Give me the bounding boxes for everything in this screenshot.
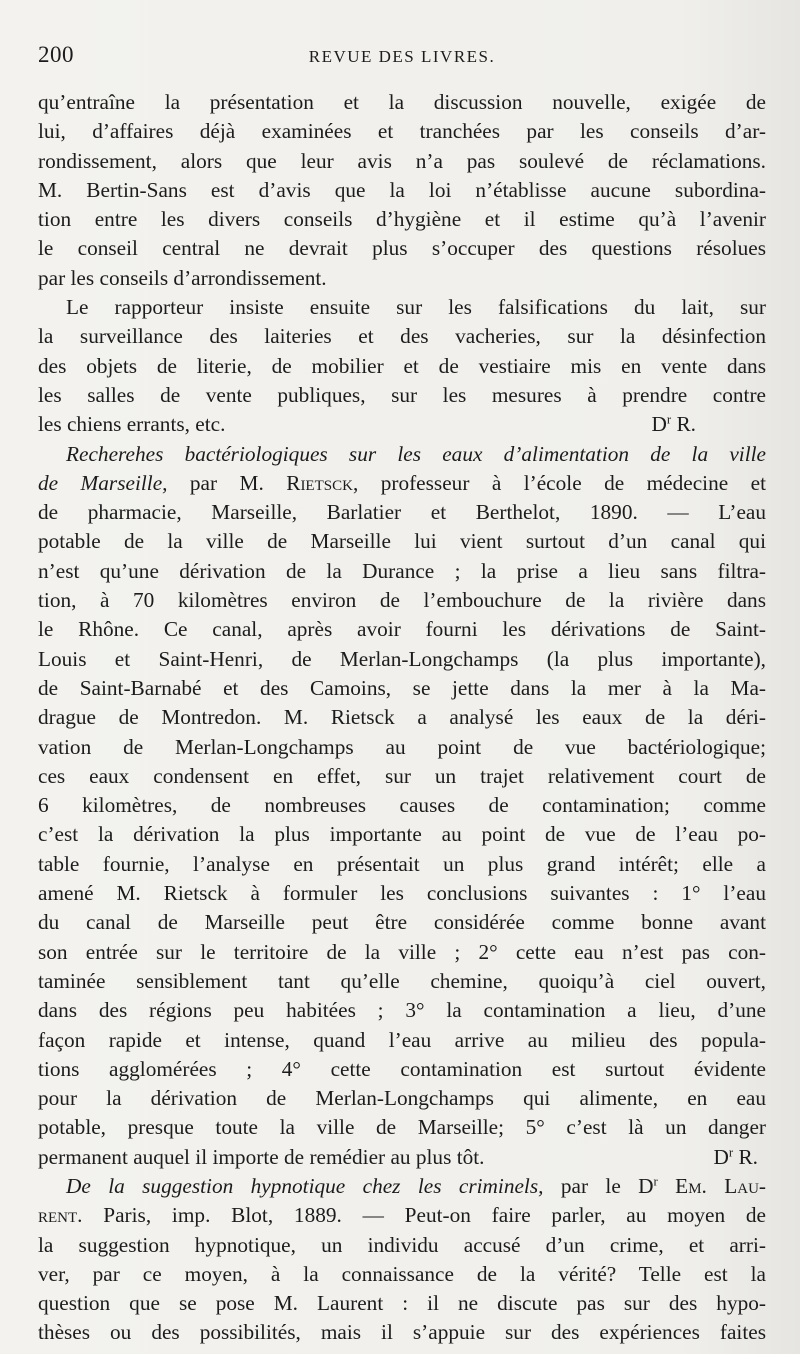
- text-line: façon rapide et intense, quand l’eau arrive au milieu des popula-: [38, 1027, 766, 1052]
- review-title: De la suggestion hypnotique chez les criminels,: [66, 1173, 544, 1198]
- text-line: par les conseils d’arrondissement.: [38, 265, 327, 290]
- text-line: du canal de Marseille peut être considérée comme bonne avant: [38, 910, 766, 935]
- text-line: ces eaux condensent en effet, sur un trajet relativement court de: [38, 763, 766, 788]
- signature-end: R.: [733, 1144, 758, 1169]
- page-number: 200: [38, 42, 74, 67]
- text-line: potable, presque toute la ville de Marseille; 5° c’est là un danger: [38, 1115, 766, 1140]
- text-line: n’est qu’une dérivation de la Durance ; la prise a lieu sans filtra-: [38, 558, 766, 583]
- signature: [651, 410, 766, 439]
- text-line: M. Bertin-Sans est d’avis que la loi n’établisse aucune subordina-: [38, 177, 766, 202]
- text-line: thèses ou des possibilités, mais il s’appuie sur des expériences faites: [38, 1320, 766, 1345]
- text-line: taminée sensiblement tant qu’elle chemine, quoiqu’à ciel ouvert,: [38, 968, 766, 993]
- signature-end: R.: [671, 412, 696, 437]
- text-line: le conseil central ne devrait plus s’occuper des questions résolues: [38, 236, 766, 261]
- text-line: c’est la dérivation la plus importante au point de vue de l’eau po-: [38, 822, 766, 847]
- text-line: lui, d’affaires déjà examinées et tranchées par les conseils d’ar-: [38, 119, 766, 144]
- title-sup: r: [653, 1174, 658, 1189]
- text-line: qu’entraîne la présentation et la discussion nouvelle, exigée de: [38, 90, 766, 114]
- review-title-line: Recherehes bactériologiques sur les eaux d’alimentation de la ville: [66, 441, 766, 466]
- signature-sup: r: [728, 1145, 734, 1160]
- running-head: [38, 42, 766, 82]
- text-line: les salles de vente publiques, sur les mesures à prendre contre: [38, 382, 766, 407]
- text-line-signed: [38, 410, 766, 439]
- text-line: le Rhône. Ce canal, après avoir fourni les dérivations de Saint-: [38, 617, 766, 642]
- signature: [713, 1143, 766, 1172]
- text-line: table fournie, l’analyse en présentait un plus grand intérêt; elle a: [38, 851, 766, 876]
- text-line: des objets de literie, de mobilier et de vestiaire mis en vente dans: [38, 353, 766, 378]
- body-text: [38, 88, 766, 1348]
- paragraph-conseils: [38, 88, 766, 293]
- text-line: Le rapporteur insiste ensuite sur les falsifications du lait, sur: [66, 295, 766, 320]
- text-line-signed: [38, 1143, 766, 1172]
- text-line: tions agglomérées ; 4° cette contamination est surtout évidente: [38, 1056, 766, 1081]
- author-name-end: rent: [38, 1203, 78, 1228]
- review-title-end: de Marseille,: [38, 470, 168, 495]
- text-line: [38, 1172, 766, 1201]
- line-text: permanent auquel il importe de remédier au plus tôt.: [38, 1144, 485, 1169]
- text-span: par M.: [167, 470, 287, 495]
- author-name: Rietsck: [286, 470, 353, 495]
- line-text: les chiens errants, etc.: [38, 412, 226, 437]
- text-line: de Saint-Barnabé et des Camoins, se jette dans la mer à la Ma-: [38, 675, 766, 700]
- text-line: de pharmacie, Marseille, Barlatier et Berthelot, 1890. — L’eau: [38, 500, 766, 525]
- text-span: . Paris, imp. Blot, 1889. — Peut-on faire parler, au moyen de: [77, 1203, 766, 1228]
- text-line: drague de Montredon. M. Rietsck a analysé les eaux de la déri-: [38, 705, 766, 730]
- running-title: REVUE DES LIVRES.: [308, 47, 496, 66]
- signature-initial: D: [713, 1144, 729, 1169]
- text-line: potable de la ville de Marseille lui vient surtout d’un canal qui: [38, 529, 766, 554]
- text-line: 6 kilomètres, de nombreuses causes de contamination; comme: [38, 793, 766, 818]
- text-line: [38, 1201, 766, 1230]
- text-line: la surveillance des laiteries et des vacheries, sur la désinfection: [38, 324, 766, 349]
- text-line: pour la dérivation de Merlan-Longchamps qui alimente, en eau: [38, 1086, 766, 1111]
- text-line: Louis et Saint-Henri, de Merlan-Longchamps (la plus importante),: [38, 646, 766, 671]
- text-line: [38, 469, 766, 498]
- signature-sup: r: [666, 412, 672, 427]
- signature-initial: D: [651, 412, 667, 437]
- text-line: question que se pose M. Laurent : il ne discute pas sur des hypo-: [38, 1291, 766, 1316]
- text-line: son entrée sur le territoire de la ville ; 2° cette eau n’est pas con-: [38, 939, 766, 964]
- text-line: rondissement, alors que leur avis n’a pas soulevé de réclamations.: [38, 148, 766, 173]
- review-recherches-bacteriologiques: [38, 440, 766, 1172]
- paragraph-rapporteur: [38, 293, 766, 439]
- text-line: vation de Merlan-Longchamps au point de vue bactériologique;: [38, 734, 766, 759]
- text-line: tion, à 70 kilomètres environ de l’embouchure de la rivière dans: [38, 588, 766, 613]
- text-span: , professeur à l’école de médecine et: [352, 470, 766, 495]
- text-line: dans des régions peu habitées ; 3° la contamination a lieu, d’une: [38, 998, 766, 1023]
- text-line: la suggestion hypnotique, un individu accusé d’un crime, et arri-: [38, 1232, 766, 1257]
- author-name: Em. Lau-: [657, 1173, 766, 1198]
- text-line: tion entre les divers conseils d’hygiène et il estime qu’à l’avenir: [38, 207, 766, 232]
- text-line: ver, par ce moyen, à la connaissance de la vérité? Telle est la: [38, 1261, 766, 1286]
- text-span: par le D: [543, 1173, 654, 1198]
- text-line: amené M. Rietsck à formuler les conclusions suivantes : 1° l’eau: [38, 881, 766, 906]
- review-suggestion-hypnotique: [38, 1172, 766, 1348]
